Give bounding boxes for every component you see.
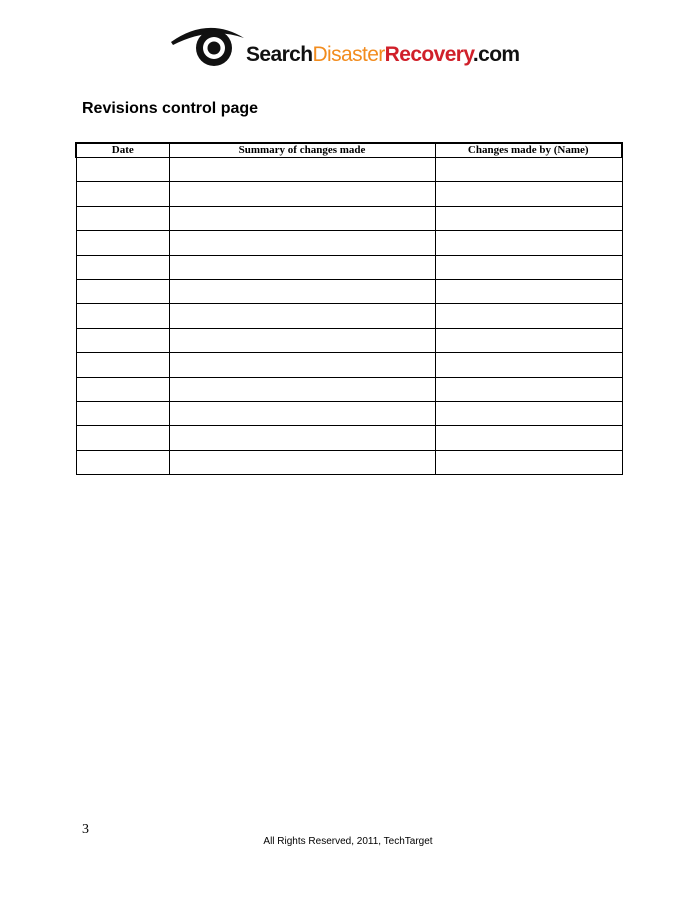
changed-by-cell[interactable]	[435, 158, 622, 182]
changed-by-cell[interactable]	[435, 255, 622, 279]
summary-cell[interactable]	[169, 255, 435, 279]
date-cell[interactable]	[76, 231, 169, 255]
date-cell[interactable]	[76, 279, 169, 303]
page-number: 3	[82, 822, 89, 837]
date-cell[interactable]	[76, 328, 169, 352]
date-cell[interactable]	[76, 255, 169, 279]
changed-by-cell[interactable]	[435, 279, 622, 303]
table-row	[76, 158, 622, 182]
table-header-row	[76, 143, 622, 158]
table-row	[76, 328, 622, 352]
logo-wordmark	[246, 44, 520, 65]
date-cell[interactable]	[76, 158, 169, 182]
logo-part-disaster: Disaster	[312, 43, 385, 66]
summary-cell[interactable]	[169, 426, 435, 450]
date-cell[interactable]	[76, 353, 169, 377]
date-cell[interactable]	[76, 401, 169, 425]
changed-by-cell[interactable]	[435, 182, 622, 206]
summary-cell[interactable]	[169, 182, 435, 206]
summary-cell[interactable]	[169, 206, 435, 230]
date-cell[interactable]	[76, 426, 169, 450]
revisions-table	[75, 142, 623, 475]
summary-cell[interactable]	[169, 328, 435, 352]
summary-cell[interactable]	[169, 353, 435, 377]
summary-cell[interactable]	[169, 231, 435, 255]
changed-by-cell[interactable]	[435, 401, 622, 425]
changed-by-cell[interactable]	[435, 450, 622, 474]
table-row	[76, 426, 622, 450]
header-changed-by: Changes made by (Name)	[435, 143, 622, 158]
table-row	[76, 231, 622, 255]
table-row	[76, 304, 622, 328]
table-row	[76, 206, 622, 230]
summary-cell[interactable]	[169, 377, 435, 401]
date-cell[interactable]	[76, 450, 169, 474]
logo-part-search: Search	[246, 43, 313, 66]
logo-part-dotcom: .com	[472, 43, 520, 66]
table-body	[76, 158, 622, 475]
changed-by-cell[interactable]	[435, 377, 622, 401]
footer-copyright: All Rights Reserved, 2011, TechTarget	[263, 836, 433, 847]
changed-by-cell[interactable]	[435, 328, 622, 352]
changed-by-cell[interactable]	[435, 206, 622, 230]
table-row	[76, 255, 622, 279]
changed-by-cell[interactable]	[435, 353, 622, 377]
header-summary: Summary of changes made	[169, 143, 435, 158]
date-cell[interactable]	[76, 377, 169, 401]
summary-cell[interactable]	[169, 279, 435, 303]
summary-cell[interactable]	[169, 401, 435, 425]
table-row	[76, 377, 622, 401]
date-cell[interactable]	[76, 206, 169, 230]
changed-by-cell[interactable]	[435, 231, 622, 255]
changed-by-cell[interactable]	[435, 304, 622, 328]
summary-cell[interactable]	[169, 450, 435, 474]
page-title: Revisions control page	[82, 100, 259, 117]
site-logo	[170, 22, 520, 74]
date-cell[interactable]	[76, 182, 169, 206]
logo-part-recovery: Recovery	[384, 43, 473, 66]
date-cell[interactable]	[76, 304, 169, 328]
table-row	[76, 353, 622, 377]
table-row	[76, 450, 622, 474]
header-date: Date	[76, 143, 169, 158]
table-row	[76, 182, 622, 206]
summary-cell[interactable]	[169, 304, 435, 328]
table-row	[76, 279, 622, 303]
table-row	[76, 401, 622, 425]
eye-icon	[170, 22, 248, 74]
summary-cell[interactable]	[169, 158, 435, 182]
changed-by-cell[interactable]	[435, 426, 622, 450]
